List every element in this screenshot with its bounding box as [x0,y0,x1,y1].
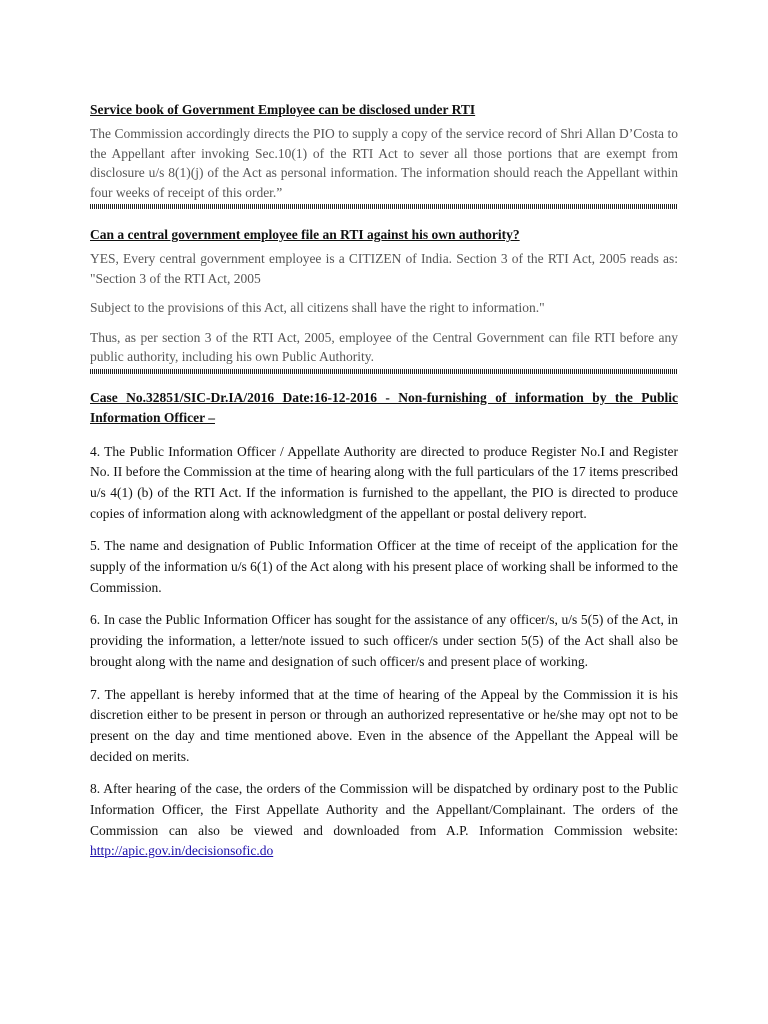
section-divider [90,369,678,374]
section-heading-central-employee: Can a central government employee file an RTI against his own authority? [90,227,520,242]
section-divider [90,204,678,209]
case-paragraph-8-text: 8. After hearing of the case, the orders of the Commission will be dispatched by ordinary post to the Public Information Officer, the First Appellate Authority and the Appellant/Complainant. The orders of the Commission can also be viewed and downloaded from A.P. Information Commission website: [90,781,678,838]
central-employee-paragraph-2: Subject to the provisions of this Act, all citizens shall have the right to information." [90,300,545,315]
case-paragraph-7: 7. The appellant is hereby informed that at the time of hearing of the Appeal by the Commission it is his discretion either to be present in person or through an authorized representative or he/she may opt not to be present on the day and time mentioned above. Even in the absence of the Appellant the Appeal will be decided on merits. [90,686,678,764]
document-content [90,100,678,874]
central-employee-paragraph-1: YES, Every central government employee is a CITIZEN of India. Section 3 of the RTI Act, 2005 reads as: "Section 3 of the RTI Act, 2005 [90,251,678,286]
case-paragraph-6: 6. In case the Public Information Officer has sought for the assistance of any officer/s, u/s 5(5) of the Act, in providing the information, a letter/note issued to such officer/s under section 5(5) of the Act shall also be brought along with the name and designation of such officer/s and present place of working. [90,612,678,669]
apic-website-link[interactable]: http://apic.gov.in/decisionsofic.do [90,843,274,859]
case-paragraph-4: 4. The Public Information Officer / Appellate Authority are directed to produce Register No.I and Register No. II before the Commission at the time of hearing along with the full particulars of the 17 items prescribed u/s 4(1) (b) of the RTI Act. If the information is furnished to the appellant, the PIO is directed to produce copies of information along with acknowledgment of the appellant or postal delivery report. [90,443,678,521]
central-employee-paragraph-3: Thus, as per section 3 of the RTI Act, 2005, employee of the Central Government can file RTI before any public authority, including his own Public Authority. [90,329,678,364]
case-paragraph-5: 5. The name and designation of Public Information Officer at the time of receipt of the application for the supply of the information u/s 6(1) of the Act along with his present place of working shall be informed to the Commission. [90,538,678,595]
section-heading-service-book: Service book of Government Employee can be disclosed under RTI [90,102,476,117]
case-paragraph-8 [90,779,678,862]
service-book-paragraph: The Commission accordingly directs the PIO to supply a copy of the service record of Shri Allan D’Costa to the Appellant after invoking Sec.10(1) of the RTI Act to sever all those portions that are exempt from disclosure u/s 8(1)(j) of the Act as personal information. The information should reach the Appellant within four weeks of receipt of this order.” [90,126,678,200]
section-heading-case: Case No.32851/SIC-Dr.IA/2016 Date:16-12-2016 - Non-furnishing of information by the Public Information Officer – [90,389,678,425]
